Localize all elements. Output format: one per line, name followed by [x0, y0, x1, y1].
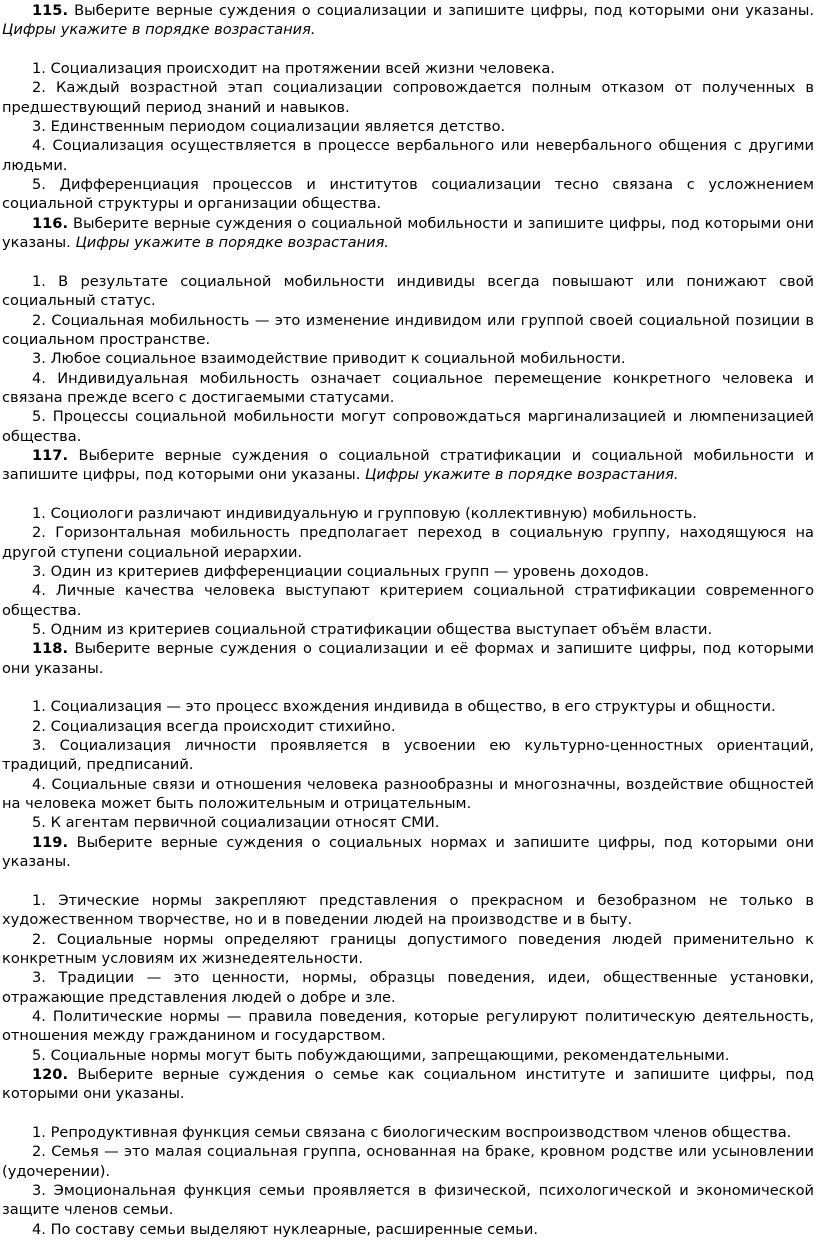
- blank-line: [2, 40, 814, 59]
- option-item: 3. Социализация личности проявляется в усвоении ею культурно-ценностных ориентаций, традиций, предписаний.: [2, 737, 814, 774]
- option-item: 3. Один из критериев дифференциации социальных групп — уровень доходов.: [32, 562, 650, 580]
- blank-line: [2, 485, 814, 504]
- option-item: 1. Репродуктивная функция семьи связана с биологическим воспроизводством членов общества.: [32, 1123, 792, 1141]
- option-item: 5. Социальные нормы могут быть побуждающими, запрещающими, рекомендательными.: [32, 1046, 730, 1064]
- question-115: [2, 1, 814, 40]
- option-item: 5. Процессы социальной мобильности могут сопровождаться маргинализацией и люмпенизацией общества.: [2, 408, 814, 445]
- option-item: 4. Индивидуальная мобильность означает социальное перемещение конкретного человека и связана прежде всего с достигаемыми статусами.: [2, 369, 814, 406]
- question-118: [2, 639, 814, 678]
- blank-line: [2, 1104, 814, 1123]
- option-item: 5. Дифференциация процессов и институтов социализации тесно связана с усложнением социальной структуры и организации общества.: [2, 176, 814, 213]
- question-number: 116.: [32, 214, 69, 232]
- option-item: 2. Горизонтальная мобильность предполагает переход в социальную группу, находящуюся на другой ступени социальной иерархии.: [2, 524, 814, 561]
- option-item: 3. Любое социальное взаимодействие приводит к социальной мобильности.: [32, 350, 626, 368]
- option-item: 4. Социальные связи и отношения человека разнообразны и многозначны, воздействие общностей на человека может быть положительным и отрицательным.: [2, 775, 814, 813]
- question-116: [2, 214, 814, 253]
- option-item: 4. По составу семьи выделяют нуклеарные, расширенные семьи.: [32, 1220, 538, 1238]
- option-item: 5. Одним из критериев социальной стратификации общества выступает объём власти.: [32, 621, 713, 638]
- question-number: 118.: [32, 640, 69, 658]
- question-number: 120.: [32, 1065, 69, 1083]
- option-item: 2. Социализация всегда происходит стихийно.: [32, 717, 396, 735]
- question-text: Выберите верные суждения о социализации и её формах и запишите цифры, под которыми они указаны.: [2, 640, 814, 677]
- option-item: 3. Единственным периодом социализации является детство.: [32, 118, 506, 136]
- option-item: 4. Социализация осуществляется в процессе вербального или невербального общения с другими людьми.: [2, 137, 814, 174]
- option-item: 3. Эмоциональная функция семьи проявляется в физической, психологической и экономической защите членов семьи.: [2, 1181, 814, 1219]
- question-text: Выберите верные суждения о семье как социальном институте и запишите цифры, под которыми они указаны.: [2, 1065, 815, 1103]
- question-text: Выберите верные суждения о социальной мобильности и запишите цифры, под которыми они указаны.: [2, 214, 814, 252]
- option-item: 1. Социологи различают индивидуальную и групповую (коллективную) мобильность.: [32, 504, 697, 522]
- question-text: Выберите верные суждения о социализации и запишите цифры, под которыми они указаны.: [74, 2, 814, 19]
- option-item: 2. Каждый возрастной этап социализации сопровождается полным отказом от полученных в предшествующий период знаний и навыков.: [2, 79, 814, 116]
- option-item: 4. Личные качества человека выступают критерием социальной стратификации современного общества.: [2, 582, 814, 619]
- option-item: 2. Социальные нормы определяют границы допустимого поведения людей применительно к конкретным условиям их жизнедеятельности.: [2, 930, 814, 967]
- blank-line: [2, 252, 814, 271]
- question-number: 119.: [32, 833, 69, 851]
- option-item: 1. Социализация происходит на протяжении всей жизни человека.: [32, 60, 555, 78]
- question-number: 117.: [32, 446, 69, 464]
- option-item: 4. Политические нормы — правила поведения, которые регулируют политическую деятельность, отношения между гражданином и государством.: [2, 1007, 814, 1045]
- question-119: [2, 833, 814, 872]
- question-note: Цифры укажите в порядке возрастания.: [364, 466, 679, 484]
- question-note: Цифры укажите в порядке возрастания.: [2, 21, 316, 39]
- question-text: Выберите верные суждения о социальной стратификации и социальной мобильности и запишите цифры, под которыми они указаны.: [2, 446, 814, 484]
- question-120: [2, 1065, 814, 1104]
- blank-line: [2, 678, 814, 697]
- option-item: 2. Семья — это малая социальная группа, основанная на браке, кровном родстве или усыновлении (удочерении).: [2, 1143, 814, 1180]
- question-note: Цифры укажите в порядке возрастания.: [75, 234, 389, 252]
- question-number: 115.: [32, 2, 69, 19]
- option-item: 1. В результате социальной мобильности индивиды всегда повышают или понижают свой социальный статус.: [2, 272, 814, 310]
- option-item: 5. К агентам первичной социализации относят СМИ.: [32, 814, 440, 832]
- question-text: Выберите верные суждения о социальных нормах и запишите цифры, под которыми они указаны.: [2, 833, 814, 871]
- question-117: [2, 446, 814, 485]
- option-item: 1. Этические нормы закрепляют представления о прекрасном и безобразном не только в художественном творчестве, но и в поведении людей на производстве и в быту.: [2, 891, 814, 929]
- blank-line: [2, 871, 814, 890]
- option-item: 2. Социальная мобильность — это изменение индивидом или группой своей социальной позиции в социальном пространстве.: [2, 311, 814, 348]
- option-item: 1. Социализация — это процесс вхождения индивида в общество, в его структуры и общности.: [32, 698, 776, 716]
- option-item: 3. Традиции — это ценности, нормы, образцы поведения, идеи, общественные установки, отражающие представления людей о добре и зле.: [2, 969, 814, 1006]
